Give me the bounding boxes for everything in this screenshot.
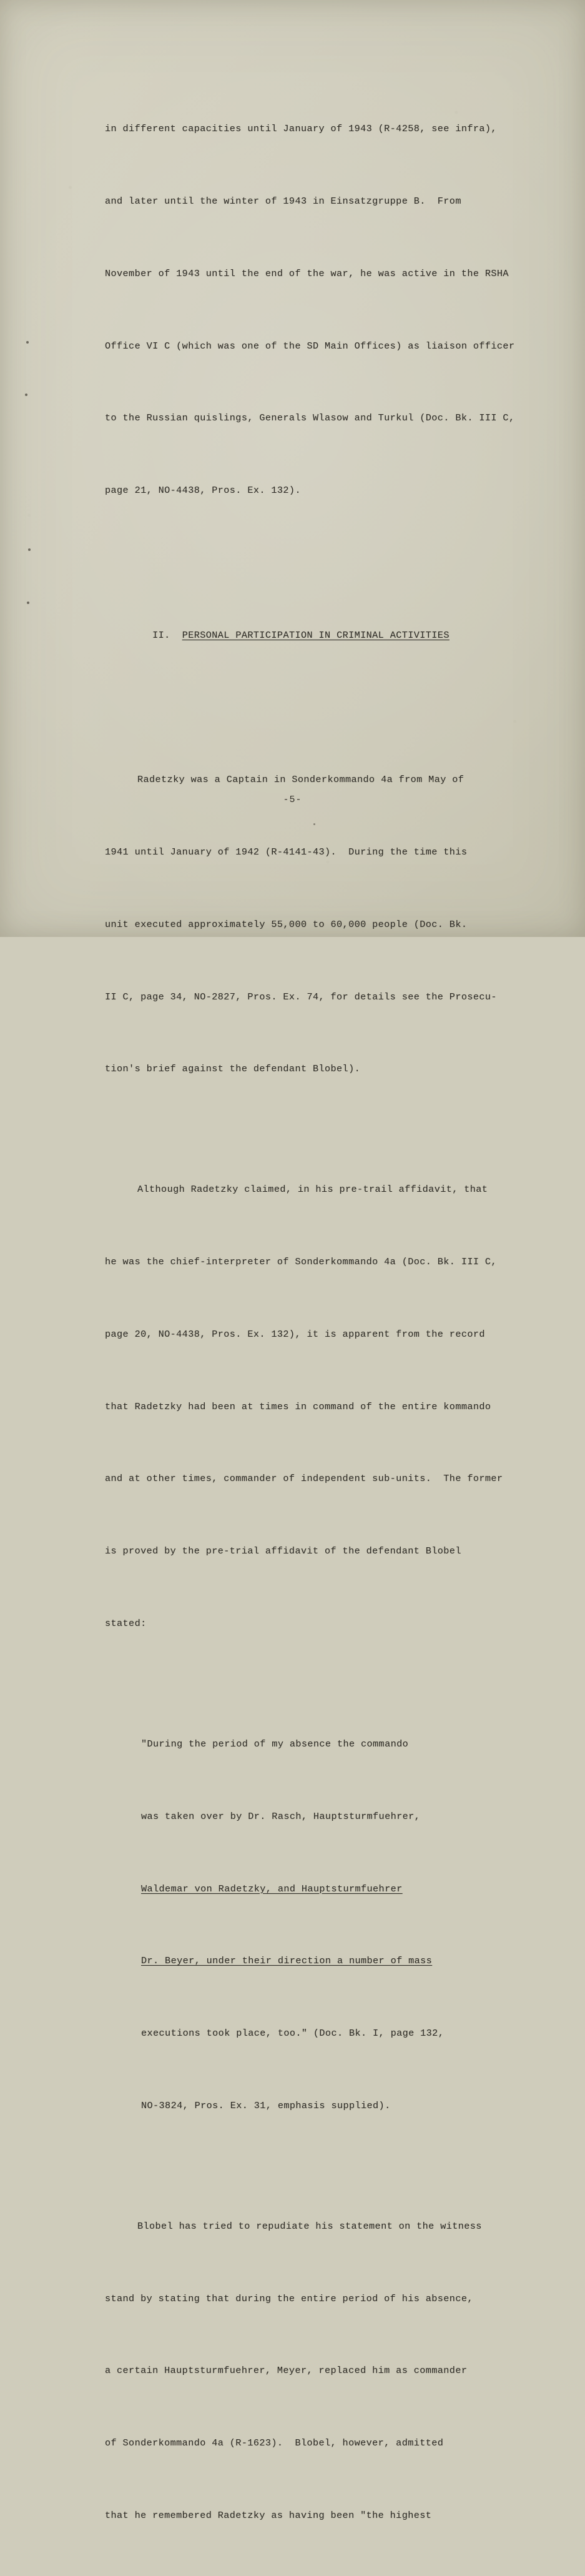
paragraph-blobel-repudiate: [105, 2166, 517, 2576]
text-line: Radetzky was a Captain in Sonderkommando 4a from May of: [137, 774, 465, 786]
typewritten-text-block: [105, 69, 517, 2576]
text-line: Blobel has tried to repudiate his statement on the witness: [137, 2220, 482, 2232]
quote-line-underlined: Dr. Beyer, under their direction a number of mass: [141, 1955, 433, 1967]
text-line: 1941 until January of 1942 (R-4141-43). During the time this: [105, 846, 468, 858]
paragraph-chief-interpreter: [105, 1129, 517, 1684]
text-line: of Sonderkommando 4a (R-1623). Blobel, however, admitted: [105, 2437, 444, 2449]
margin-stray-mark: [26, 341, 29, 344]
text-line: that he remembered Radetzky as having been "the highest: [105, 2509, 432, 2521]
quote-line: "During the period of my absence the commando: [141, 1738, 409, 1750]
text-line: and at other times, commander of independent sub-units. The former: [105, 1473, 503, 1485]
margin-stray-mark: [28, 548, 31, 551]
margin-stray-mark: [25, 394, 27, 396]
page-number: -5-: [283, 795, 302, 805]
text-line: tion's brief against the defendant Blobel).: [105, 1063, 361, 1075]
margin-stray-mark: [27, 602, 29, 604]
text-line: in different capacities until January of 1943 (R-4258, see infra),: [105, 123, 497, 135]
text-line: that Radetzky had been at times in command of the entire kommando: [105, 1400, 491, 1412]
text-line: page 20, NO-4438, Pros. Ex. 132), it is apparent from the record: [105, 1328, 485, 1340]
quote-line-underlined: Waldemar von Radetzky, and Hauptsturmfuehrer: [141, 1883, 403, 1895]
section-heading: [105, 551, 517, 720]
text-line: Although Radetzky claimed, in his pre-trail affidavit, that: [137, 1184, 488, 1196]
text-line: to the Russian quislings, Generals Wlasow and Turkul (Doc. Bk. III C,: [105, 412, 515, 424]
text-line: stated:: [105, 1618, 147, 1629]
quote-line: was taken over by Dr. Rasch, Hauptsturmfuehrer,: [141, 1810, 421, 1822]
quote-line: NO-3824, Pros. Ex. 31, emphasis supplied).: [141, 2099, 391, 2111]
text-line: is proved by the pre-trial affidavit of the defendant Blobel: [105, 1545, 461, 1557]
text-line: unit executed approximately 55,000 to 60,000 people (Doc. Bk.: [105, 918, 468, 930]
blockquote-blobel-affidavit: [105, 1684, 517, 2166]
text-line: II C, page 34, NO-2827, Pros. Ex. 74, for details see the Prosecu-: [105, 991, 497, 1003]
paragraph-continuation: [105, 69, 517, 551]
text-line: and later until the winter of 1943 in Einsatzgruppe B. From: [105, 195, 461, 207]
paragraph-radetzky-captain: [105, 720, 517, 1129]
quote-line: executions took place, too." (Doc. Bk. I, page 132,: [141, 2028, 445, 2039]
section-heading-number: II.: [152, 629, 170, 641]
text-line: Office VI C (which was one of the SD Main Offices) as liaison officer: [105, 340, 515, 352]
text-line: November of 1943 until the end of the war, he was active in the RSHA: [105, 267, 509, 279]
section-heading-title: PERSONAL PARTICIPATION IN CRIMINAL ACTIVITIES: [182, 629, 450, 641]
text-line: page 21, NO-4438, Pros. Ex. 132).: [105, 485, 301, 497]
text-line: a certain Hauptsturmfuehrer, Meyer, replaced him as commander: [105, 2365, 468, 2377]
text-line: stand by stating that during the entire period of his absence,: [105, 2292, 473, 2304]
text-line: he was the chief-interpreter of Sonderkommando 4a (Doc. Bk. III C,: [105, 1256, 497, 1268]
